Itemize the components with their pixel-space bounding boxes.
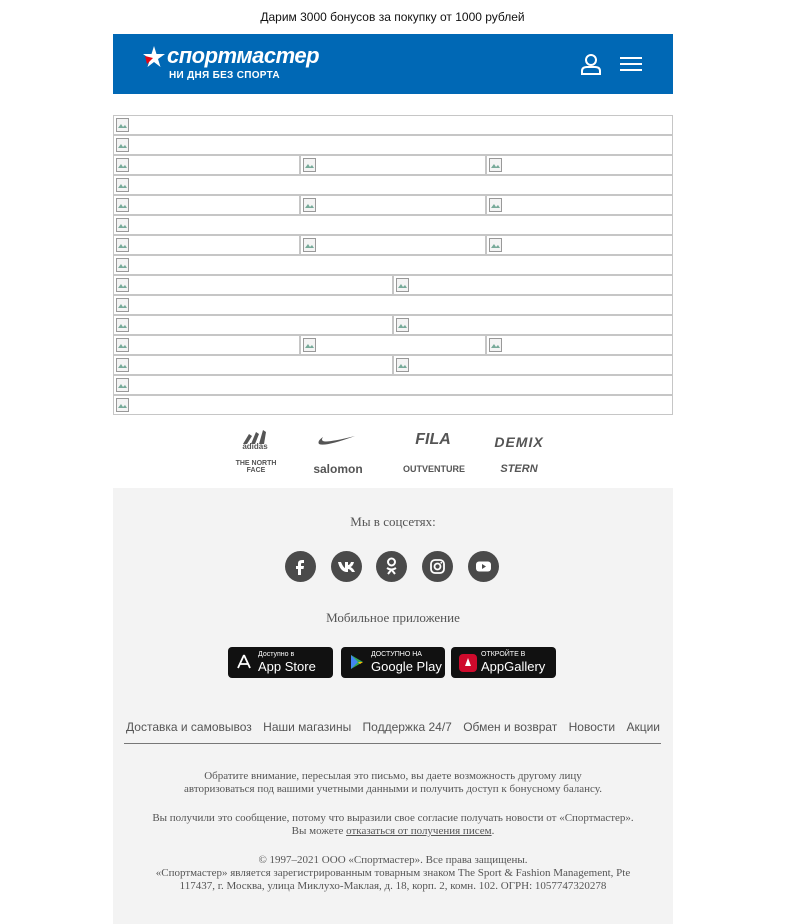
broken-image-icon: [116, 398, 129, 412]
nike-swoosh-icon: [317, 435, 357, 447]
user-icon[interactable]: [579, 52, 603, 76]
broken-image-icon: [116, 138, 129, 152]
broken-image-icon: [116, 218, 129, 232]
image-placeholder[interactable]: [113, 375, 673, 395]
app-gallery-line2: AppGallery: [481, 659, 546, 674]
brand-logos: [113, 428, 673, 483]
nav-news[interactable]: Новости: [568, 720, 616, 734]
broken-image-icon: [489, 338, 502, 352]
brand-nike[interactable]: [317, 434, 357, 452]
app-store-line1: Доступно в: [258, 651, 295, 658]
image-grid-row: [113, 315, 673, 335]
app-gallery-button[interactable]: [451, 647, 556, 678]
broken-image-icon: [396, 278, 409, 292]
image-placeholder[interactable]: [113, 175, 673, 195]
broken-image-icon: [116, 338, 129, 352]
image-placeholder[interactable]: [486, 335, 673, 355]
image-placeholder[interactable]: [486, 235, 673, 255]
broken-image-icon: [303, 198, 316, 212]
image-placeholder[interactable]: [300, 195, 487, 215]
image-placeholder[interactable]: [113, 335, 300, 355]
image-placeholder[interactable]: [300, 335, 487, 355]
broken-image-icon: [116, 178, 129, 192]
broken-image-icon: [116, 358, 129, 372]
subscribe-line: Вы получили это сообщение, потому что выразили свое согласие получать новости от «Спортмастер».: [152, 812, 634, 824]
app-store-button[interactable]: [228, 647, 333, 678]
image-grid-row: [113, 335, 673, 355]
unsubscribe-prefix: Вы можете: [291, 825, 344, 837]
brand-adidas[interactable]: [233, 430, 277, 451]
social-heading: Мы в соцсетях:: [350, 514, 436, 529]
app-store-badges: [228, 647, 558, 679]
image-grid-row: [113, 235, 673, 255]
notice-line-2: авторизоваться под вашими учетными данными и получить доступ к бонусному балансу.: [184, 783, 602, 795]
broken-image-icon: [489, 238, 502, 252]
image-grid-row: [113, 215, 673, 235]
image-grid-row: [113, 275, 673, 295]
youtube-icon[interactable]: [468, 551, 499, 582]
broken-image-icon: [489, 158, 502, 172]
nav-support[interactable]: Поддержка 24/7: [362, 720, 452, 734]
image-placeholder[interactable]: [113, 195, 300, 215]
brand-demix[interactable]: DEMIX: [494, 434, 544, 450]
image-placeholder[interactable]: [113, 355, 393, 375]
broken-image-icon: [396, 358, 409, 372]
image-placeholder[interactable]: [486, 195, 673, 215]
image-placeholder[interactable]: [113, 395, 673, 415]
broken-image-icon: [396, 318, 409, 332]
app-gallery-line1: ОТКРОЙТЕ В: [481, 651, 526, 658]
image-grid-row: [113, 135, 673, 155]
google-play-icon: [349, 654, 365, 670]
unsubscribe-link[interactable]: отказаться от получения писем: [346, 825, 492, 837]
image-placeholder[interactable]: [113, 295, 673, 315]
google-play-line2: Google Play: [371, 659, 442, 674]
broken-image-icon: [116, 198, 129, 212]
image-placeholder[interactable]: [113, 315, 393, 335]
nav-delivery[interactable]: Доставка и самовывоз: [126, 720, 252, 734]
broken-image-icon: [303, 158, 316, 172]
huawei-appgallery-icon: [459, 654, 477, 672]
image-grid: [113, 115, 673, 415]
apple-app-store-icon: [236, 654, 252, 670]
app-heading: Мобильное приложение: [326, 610, 460, 625]
image-grid-row: [113, 115, 673, 135]
google-play-button[interactable]: [341, 647, 445, 678]
image-placeholder[interactable]: [113, 235, 300, 255]
broken-image-icon: [489, 198, 502, 212]
odnoklassniki-icon[interactable]: [376, 551, 407, 582]
broken-image-icon: [303, 338, 316, 352]
image-grid-row: [113, 395, 673, 415]
broken-image-icon: [116, 278, 129, 292]
brand-salomon[interactable]: salomon: [313, 462, 363, 476]
nav-stores[interactable]: Наши магазины: [263, 720, 352, 734]
image-placeholder[interactable]: [393, 355, 673, 375]
image-grid-row: [113, 355, 673, 375]
image-placeholder[interactable]: [393, 275, 673, 295]
unsubscribe-line: Вы можете отказаться от получения писем.: [291, 825, 495, 837]
footer-nav: [113, 720, 673, 734]
image-grid-row: [113, 295, 673, 315]
nav-promotions[interactable]: Акции: [626, 720, 660, 734]
broken-image-icon: [303, 238, 316, 252]
image-placeholder[interactable]: [113, 135, 673, 155]
footer-divider: [124, 743, 661, 744]
forwarding-notice: [123, 770, 663, 796]
image-placeholder[interactable]: [113, 215, 673, 235]
image-placeholder[interactable]: [113, 275, 393, 295]
broken-image-icon: [116, 318, 129, 332]
logo-tagline: НИ ДНЯ БЕЗ СПОРТА: [169, 70, 280, 81]
google-play-line1: ДОСТУПНО НА: [371, 651, 422, 658]
legal-info: [123, 854, 663, 893]
broken-image-icon: [116, 238, 129, 252]
image-placeholder[interactable]: [486, 155, 673, 175]
image-placeholder[interactable]: [300, 155, 487, 175]
app-store-line2: App Store: [258, 659, 316, 674]
promo-text: Дарим 3000 бонусов за покупку от 1000 рублей: [260, 10, 525, 24]
logo[interactable]: [141, 42, 321, 86]
social-links: [285, 551, 503, 583]
brand-adidas-label: adidas: [242, 442, 268, 451]
subscription-notice: [123, 812, 663, 838]
address: 117437, г. Москва, улица Миклухо-Маклая, д. 18, корп. 2, комн. 102. ОГРН: 1057747320278: [179, 880, 607, 892]
instagram-icon[interactable]: [422, 551, 453, 582]
broken-image-icon: [116, 298, 129, 312]
footer: [113, 488, 673, 924]
broken-image-icon: [116, 258, 129, 272]
image-grid-row: [113, 155, 673, 175]
notice-line-1: Обратите внимание, пересылая это письмо, вы даете возможность другому лицу: [204, 770, 582, 782]
image-placeholder[interactable]: [113, 255, 673, 275]
broken-image-icon: [116, 118, 129, 132]
nav-exchange[interactable]: Обмен и возврат: [463, 720, 558, 734]
copyright: © 1997–2021 ООО «Спортмастер». Все права защищены.: [258, 854, 528, 866]
brand-outventure[interactable]: OUTVENTURE: [402, 464, 465, 474]
image-placeholder[interactable]: [393, 315, 673, 335]
broken-image-icon: [116, 378, 129, 392]
vk-icon[interactable]: [331, 551, 362, 582]
promo-banner[interactable]: [0, 10, 785, 24]
image-grid-row: [113, 255, 673, 275]
menu-icon[interactable]: [619, 52, 643, 76]
image-placeholder[interactable]: [300, 235, 487, 255]
image-placeholder[interactable]: [113, 155, 300, 175]
header: [113, 34, 673, 94]
image-grid-row: [113, 175, 673, 195]
brand-stern[interactable]: STERN: [500, 463, 538, 475]
brand-fila[interactable]: FILA: [415, 431, 451, 448]
image-placeholder[interactable]: [113, 115, 673, 135]
trademark: «Спортмастер» является зарегистрированным товарным знаком The Sport & Fashion Management, Pte: [155, 867, 631, 879]
facebook-icon[interactable]: [285, 551, 316, 582]
broken-image-icon: [116, 158, 129, 172]
logo-brand: спортмастер: [167, 43, 320, 68]
image-grid-row: [113, 375, 673, 395]
brand-the-north-face[interactable]: THE NORTH FACE: [235, 460, 277, 474]
logo-star-icon: [141, 44, 167, 70]
image-grid-row: [113, 195, 673, 215]
